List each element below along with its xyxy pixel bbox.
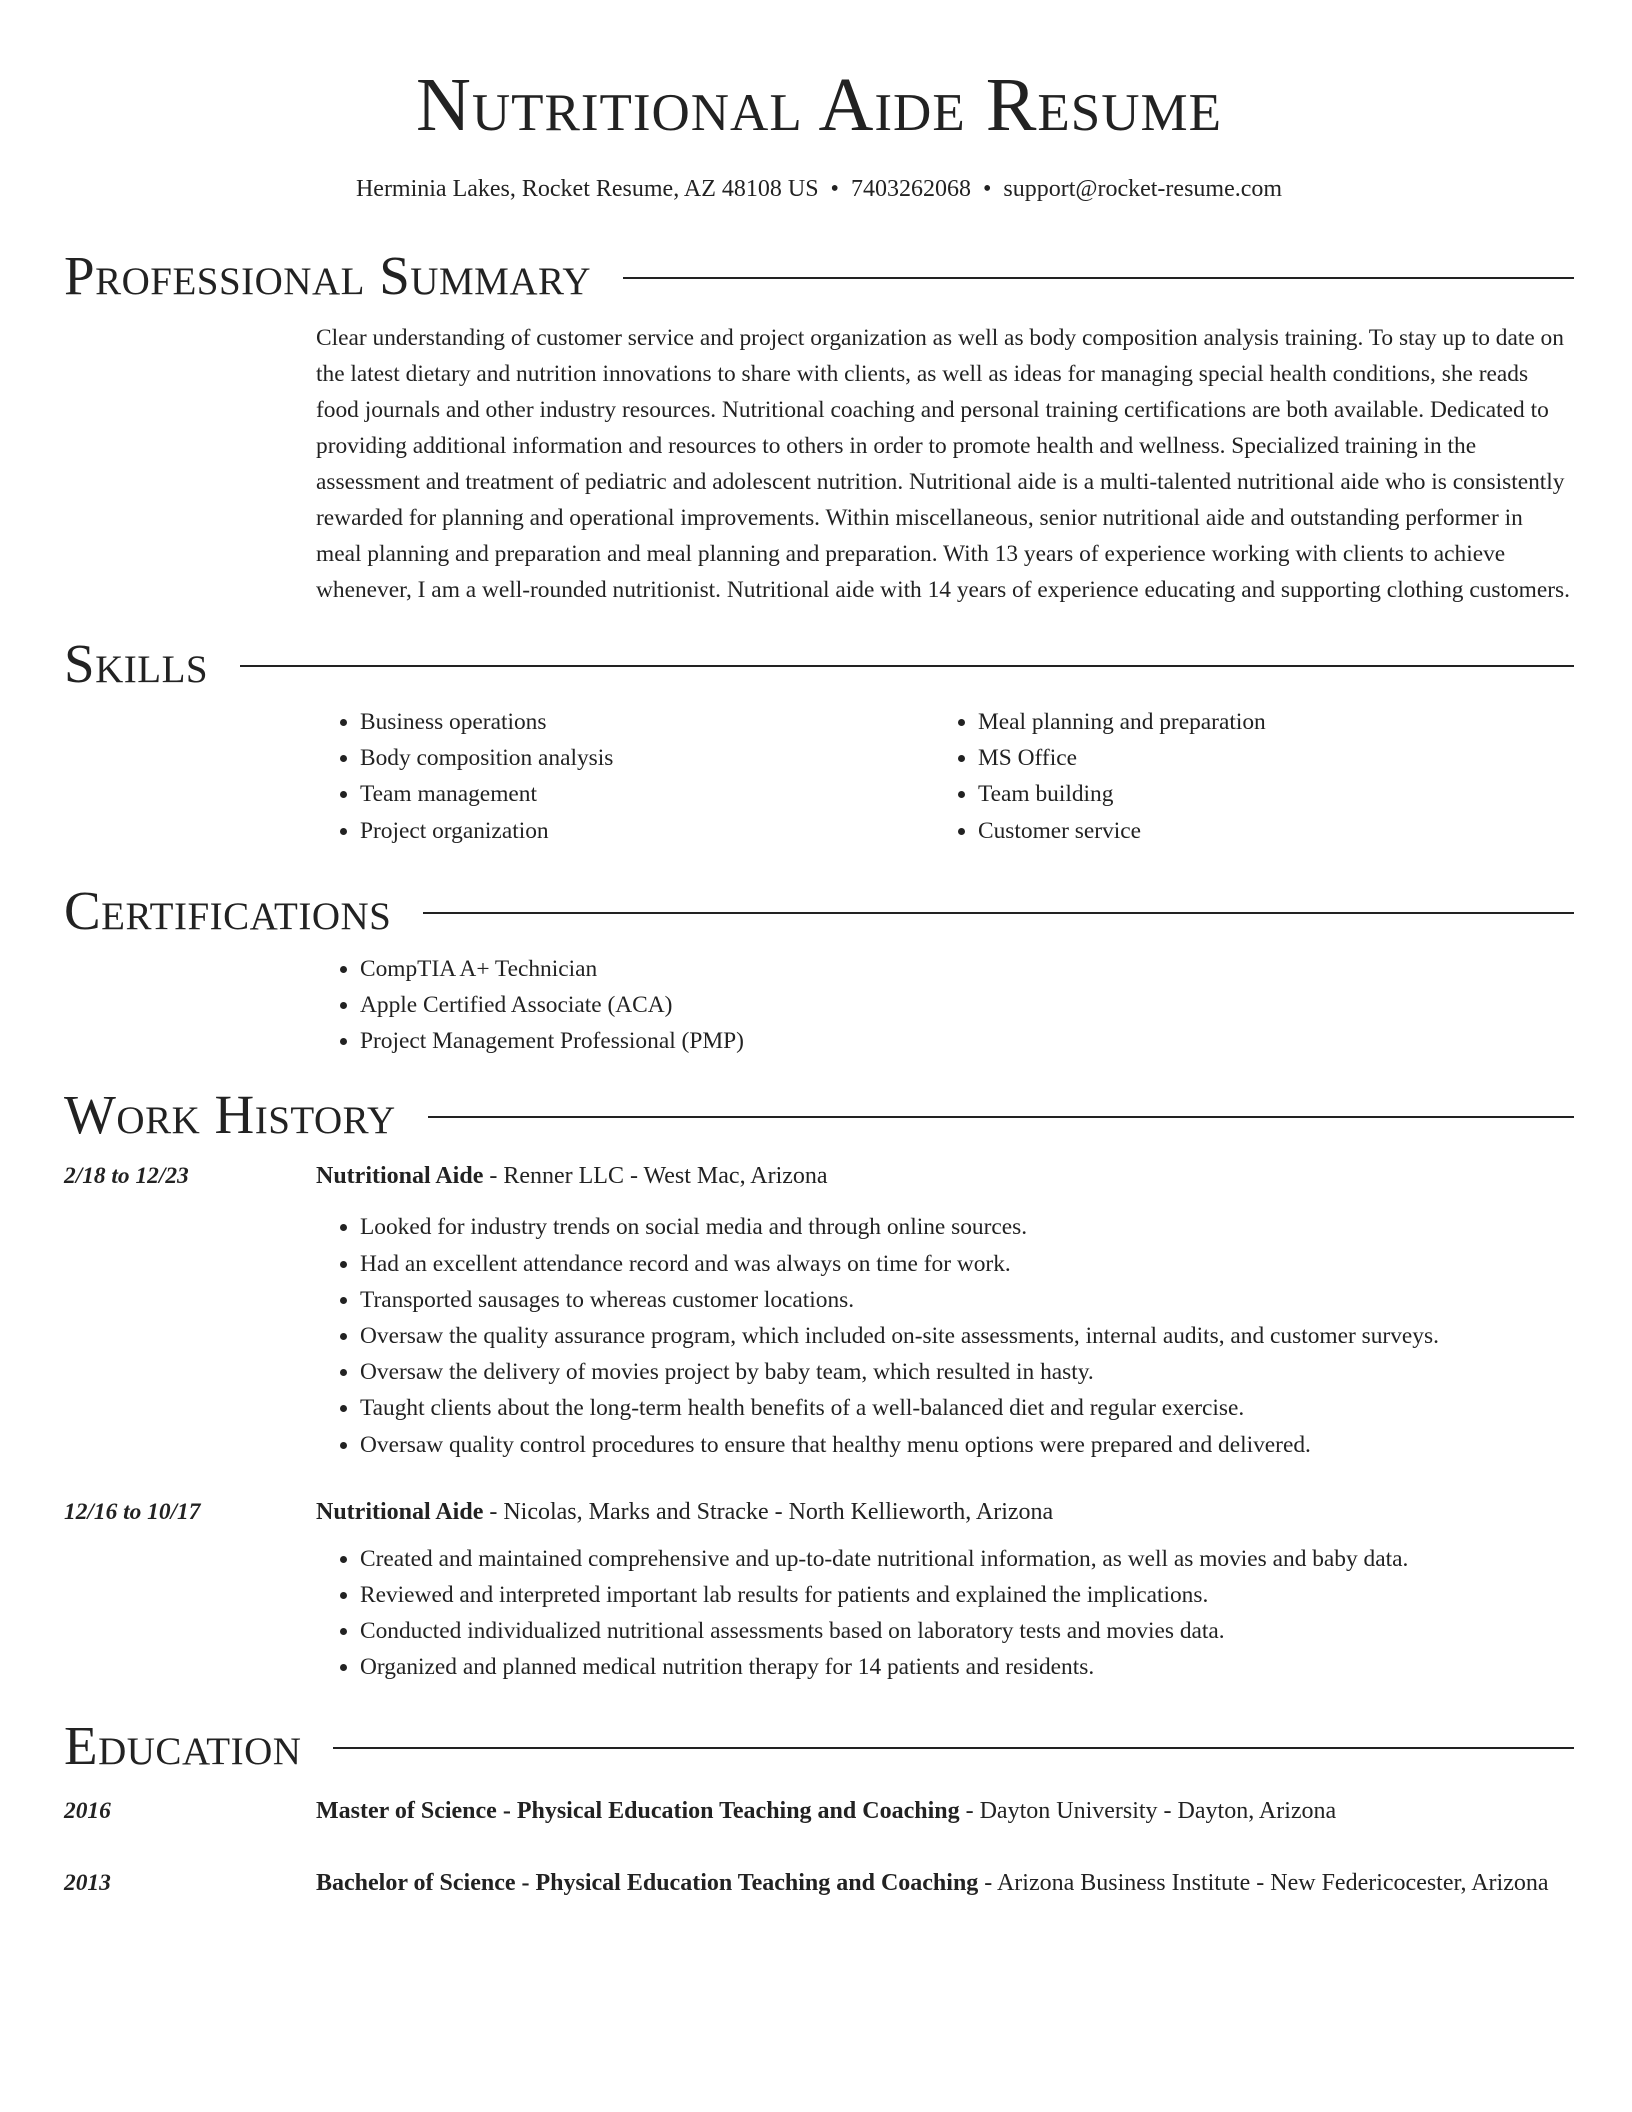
skills-column-left bbox=[316, 704, 934, 849]
job-bullets bbox=[316, 1541, 1574, 1686]
job-bullet: • Oversaw quality control procedures to ensure that healthy menu options were prepared and delivered. bbox=[360, 1427, 1574, 1463]
skill-item: • Project organization bbox=[360, 813, 934, 849]
education-entry bbox=[64, 1792, 1574, 1830]
education-heading-text: Education bbox=[64, 1714, 302, 1776]
certifications-heading-text: Certifications bbox=[64, 879, 392, 941]
section-divider bbox=[423, 912, 1574, 914]
education-entry bbox=[64, 1864, 1574, 1902]
contact-phone: 7403262068 bbox=[850, 176, 971, 202]
skill-item: • Meal planning and preparation bbox=[978, 704, 1534, 740]
job-bullet: • Created and maintained comprehensive and up-to-date nutritional information, as well as movies and baby data. bbox=[360, 1541, 1574, 1577]
job-title: Nutritional Aide bbox=[316, 1163, 484, 1190]
job-bullet: • Oversaw the delivery of movies project by baby team, which resulted in hasty. bbox=[360, 1354, 1574, 1390]
contact-separator: • bbox=[982, 176, 992, 202]
certification-item: • CompTIA A+ Technician bbox=[360, 951, 1574, 987]
contact-separator: • bbox=[830, 176, 839, 202]
certification-item: • Project Management Professional (PMP) bbox=[360, 1023, 1574, 1059]
education-degree: Master of Science - Physical Education Teaching and Coaching bbox=[316, 1797, 960, 1824]
certification-item: • Apple Certified Associate (ACA) bbox=[360, 987, 1574, 1023]
skills-heading bbox=[64, 634, 1574, 694]
job-bullet: • Taught clients about the long-term health benefits of a well-balanced diet and regular exercise. bbox=[360, 1390, 1574, 1426]
job-bullets bbox=[316, 1209, 1574, 1462]
skill-item: • Team building bbox=[978, 776, 1534, 812]
job-heading bbox=[316, 1157, 1574, 1195]
job-entry bbox=[64, 1493, 1574, 1686]
education-details bbox=[316, 1864, 1574, 1902]
certifications-list bbox=[316, 951, 1574, 1060]
certifications-heading bbox=[64, 881, 1574, 941]
job-bullet: • Had an excellent attendance record and was always on time for work. bbox=[360, 1246, 1574, 1282]
job-bullet: • Oversaw the quality assurance program, which included on-site assessments, internal audits, and customer surveys. bbox=[360, 1318, 1574, 1354]
job-heading bbox=[316, 1493, 1574, 1531]
education-school: - Dayton University - Dayton, Arizona bbox=[959, 1797, 1337, 1824]
job-bullet: • Looked for industry trends on social media and through online sources. bbox=[360, 1209, 1574, 1245]
education-degree: Bachelor of Science - Physical Education Teaching and Coaching bbox=[316, 1869, 979, 1896]
skill-item: • Team management bbox=[360, 776, 934, 812]
resume-page bbox=[64, 0, 1574, 1902]
education-school: - Arizona Business Institute - New Federicocester, Arizona bbox=[978, 1869, 1549, 1896]
contact-line bbox=[64, 174, 1574, 204]
job-bullet: • Organized and planned medical nutrition therapy for 14 patients and residents. bbox=[360, 1649, 1574, 1685]
section-divider bbox=[623, 277, 1574, 279]
education-details bbox=[316, 1792, 1574, 1830]
skill-item: • MS Office bbox=[978, 740, 1534, 776]
job-entry bbox=[64, 1157, 1574, 1462]
work-history-heading bbox=[64, 1085, 1574, 1145]
job-bullet: • Reviewed and interpreted important lab results for patients and explained the implications. bbox=[360, 1577, 1574, 1613]
skill-item: • Body composition analysis bbox=[360, 740, 934, 776]
education-year: 2016 bbox=[64, 1797, 111, 1824]
skill-item: • Business operations bbox=[360, 704, 934, 740]
section-divider bbox=[240, 665, 1574, 667]
skills-list bbox=[316, 704, 1574, 849]
work-history-heading-text: Work History bbox=[64, 1084, 396, 1146]
skills-heading-text: Skills bbox=[64, 633, 209, 694]
job-company: - Renner LLC - West Mac, Arizona bbox=[483, 1163, 828, 1190]
section-divider bbox=[333, 1747, 1574, 1749]
skills-column-right bbox=[934, 704, 1534, 849]
contact-email: support@rocket-resume.com bbox=[1003, 176, 1283, 202]
contact-address: Herminia Lakes, Rocket Resume, AZ 48108 US bbox=[355, 176, 819, 202]
summary-heading bbox=[64, 246, 1574, 306]
job-company: - Nicolas, Marks and Stracke - North Kellieworth, Arizona bbox=[483, 1498, 1054, 1525]
education-year: 2013 bbox=[64, 1869, 111, 1896]
resume-title: Nutritional Aide Resume bbox=[415, 63, 1223, 147]
job-dates: 12/16 to 10/17 bbox=[64, 1498, 201, 1525]
job-title: Nutritional Aide bbox=[316, 1498, 484, 1525]
education-heading bbox=[64, 1716, 1574, 1776]
section-divider bbox=[428, 1116, 1574, 1118]
summary-text: Clear understanding of customer service and project organization as well as body composition analysis training. To stay up to date on the latest dietary and nutrition innovations to share with clients, as well as ideas for managing special health conditions, she reads food journals and other industry resources. Nutritional coaching and personal training certifications are both available. Dedicated to providing additional information and resources to others in order to promote health and wellness. Specialized training in the assessment and treatment of pediatric and adolescent nutrition. Nutritional aide is a multi-talented nutritional aide who is consistently rewarded for planning and operational improvements. Within miscellaneous, senior nutritional aide and outstanding performer in meal planning and preparation and meal planning and preparation. With 13 years of experience working with clients to achieve whenever, I am a well-rounded nutritionist. Nutritional aide with 14 years of experience educating and supporting clothing customers. bbox=[316, 325, 1571, 603]
job-bullet: • Transported sausages to whereas customer locations. bbox=[360, 1282, 1574, 1318]
job-dates: 2/18 to 12/23 bbox=[64, 1163, 189, 1190]
job-bullet: • Conducted individualized nutritional assessments based on laboratory tests and movies data. bbox=[360, 1613, 1574, 1649]
summary-heading-text: Professional Summary bbox=[64, 245, 592, 306]
skill-item: • Customer service bbox=[978, 813, 1534, 849]
